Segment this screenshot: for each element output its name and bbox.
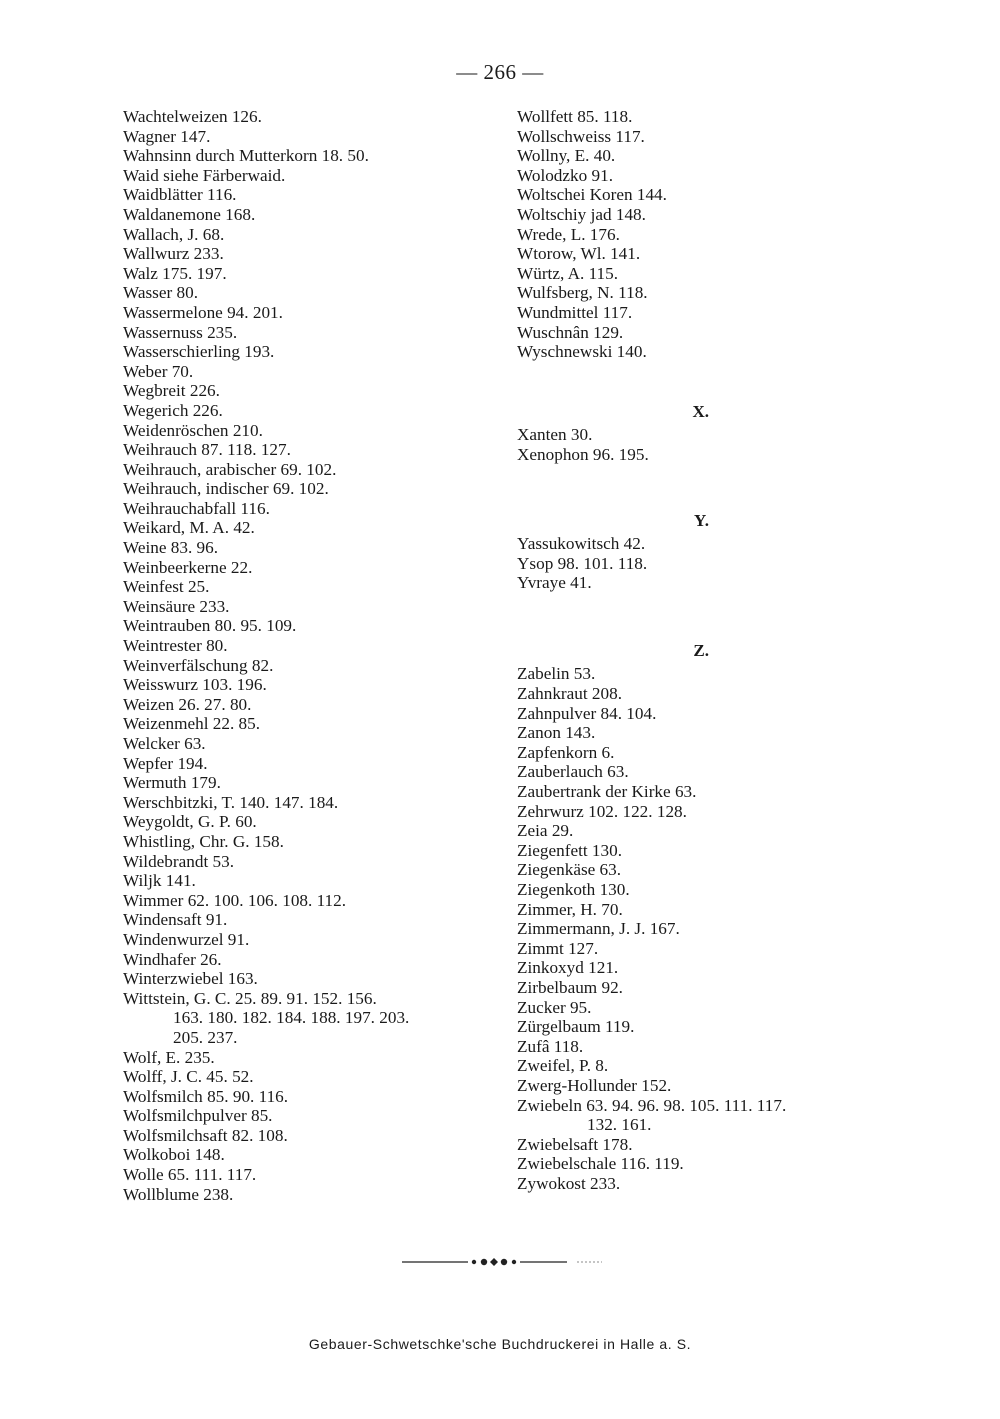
index-entry: Wrede, L. 176. <box>517 224 620 244</box>
index-entry: Xenophon 96. 195. <box>517 444 649 464</box>
page-number: — 266 — <box>456 60 544 84</box>
index-entry: Windensaft 91. <box>123 910 228 930</box>
index-entry: Zauberlauch 63. <box>517 762 629 782</box>
index-entry: Walz 175. 197. <box>123 263 227 283</box>
index-entries-wo <box>123 1048 503 1205</box>
index-entry: Zywokost 233. <box>517 1173 621 1193</box>
index-entry: Weihrauch, arabischer 69. 102. <box>123 459 337 479</box>
index-entry: Zinkoxyd 121. <box>517 958 619 978</box>
index-entry: Weihrauch, indischer 69. 102. <box>123 479 329 499</box>
printer-imprint: Gebauer-Schwetschke'sche Buchdruckerei in Halle a. S. <box>308 1336 692 1352</box>
index-entry: Xanten 30. <box>517 425 593 445</box>
index-entry: Winterzwiebel 163. <box>123 969 258 989</box>
index-entry: Windhafer 26. <box>123 949 222 969</box>
index-entry: Waldanemone 168. <box>123 204 256 224</box>
index-entry: Weygoldt, G. P. 60. <box>123 812 257 832</box>
index-entry: Zimmt 127. <box>517 938 599 958</box>
index-column-right <box>517 107 897 1194</box>
index-entry: Weinfest 25. <box>123 577 210 597</box>
index-entry-continuation <box>123 1008 503 1047</box>
index-entry: Wittstein, G. C. 25. 89. 91. 152. 156. <box>123 988 377 1008</box>
index-entry: Wassernuss 235. <box>123 322 238 342</box>
index-entries-y <box>517 534 897 593</box>
index-entry: Wimmer 62. 100. 106. 108. 112. <box>123 890 347 910</box>
index-entry: Weisswurz 103. 196. <box>123 675 267 695</box>
index-entry: Wulfsberg, N. 118. <box>517 283 648 303</box>
index-entry: Weber 70. <box>123 361 194 381</box>
index-entry: Wolf, E. 235. <box>123 1047 215 1067</box>
index-entry: Ysop 98. 101. 118. <box>517 553 648 573</box>
index-entry: Zahnpulver 84. 104. <box>517 703 657 723</box>
index-entry: Zufâ 118. <box>517 1036 584 1056</box>
index-entry: Woltschei Koren 144. <box>517 185 667 205</box>
index-entry: Wasserschierling 193. <box>123 342 275 362</box>
index-entry: 205. 237. <box>173 1027 238 1047</box>
index-entry: Woltschiy jad 148. <box>517 204 646 224</box>
index-entry: Windenwurzel 91. <box>123 929 250 949</box>
index-entry: Zwerg-Hollunder 152. <box>517 1075 672 1095</box>
index-entry: Wallwurz 233. <box>123 244 224 264</box>
index-entry: Wollblume 238. <box>123 1184 234 1204</box>
index-entry: Zehrwurz 102. 122. 128. <box>517 801 687 821</box>
index-entry: Welcker 63. <box>123 734 206 753</box>
index-entry: Wolle 65. 111. 117. <box>123 1165 257 1185</box>
index-entry: Waidblätter 116. <box>123 185 237 205</box>
index-entry: Wachtelweizen 126. <box>123 107 262 126</box>
index-entry: Weinverfälschung 82. <box>123 655 274 675</box>
index-entry: Wiljk 141. <box>123 871 196 891</box>
index-entry: Ziegenkoth 130. <box>517 880 630 899</box>
index-entry: Weinsäure 233. <box>123 596 230 616</box>
index-entry: Zeia 29. <box>517 821 574 841</box>
index-entry: Zanon 143. <box>517 723 596 743</box>
index-entry: Wolkoboi 148. <box>123 1145 225 1165</box>
index-entry: Zürgelbaum 119. <box>517 1017 635 1037</box>
index-entry: Whistling, Chr. G. 158. <box>123 831 284 851</box>
ornament-divider-icon <box>402 1255 602 1269</box>
index-entries-w <box>123 107 503 1008</box>
index-entry: Wolfsmilchpulver 85. <box>123 1106 273 1126</box>
index-entry: Zwiebelsaft 178. <box>517 1134 633 1154</box>
index-entry: Zabelin 53. <box>517 664 596 684</box>
index-entry: Wolfsmilch 85. 90. 116. <box>123 1086 289 1106</box>
index-entry: Wuschnân 129. <box>517 322 624 342</box>
index-entry: Wollny, E. 40. <box>517 146 616 166</box>
index-entry: Wepfer 194. <box>123 753 208 773</box>
index-entry: Zwiebelschale 116. 119. <box>517 1154 684 1174</box>
index-entry: Zimmer, H. 70. <box>517 899 623 919</box>
index-entry: Würtz, A. 115. <box>517 263 619 283</box>
index-entry: Zwiebeln 63. 94. 96. 98. 105. 111. 117. <box>517 1095 787 1115</box>
index-entry: Wegbreit 226. <box>123 381 220 401</box>
index-entry: Yvraye 41. <box>517 573 592 593</box>
index-entry: Weintrester 80. <box>123 636 228 656</box>
index-entry: Weidenröschen 210. <box>123 420 263 440</box>
index-entry: Weine 83. 96. <box>123 538 219 558</box>
index-entry: Werschbitzki, T. 140. 147. 184. <box>123 792 339 812</box>
index-entry: 163. 180. 182. 184. 188. 197. 203. <box>173 1008 410 1028</box>
index-entry: Wollschweiss 117. <box>517 126 645 146</box>
index-entry: Wegerich 226. <box>123 400 223 420</box>
index-entry: Zahnkraut 208. <box>517 684 623 704</box>
index-entry: Wasser 80. <box>123 283 198 303</box>
index-entry: Ziegenfett 130. <box>517 840 622 860</box>
index-entry: Zaubertrank der Kirke 63. <box>517 782 697 802</box>
index-entries-x <box>517 425 897 464</box>
index-entry: Wolfsmilchsaft 82. 108. <box>123 1125 288 1145</box>
index-entry: Wolff, J. C. 45. 52. <box>123 1067 254 1087</box>
index-entry: Zweifel, P. 8. <box>517 1056 609 1076</box>
index-entry: Wildebrandt 53. <box>123 851 234 871</box>
index-entry: Weihrauchabfall 116. <box>123 498 270 518</box>
index-entry: Wermuth 179. <box>123 773 221 793</box>
index-entries-z-tail <box>517 1135 897 1194</box>
index-column-left <box>123 107 503 1204</box>
index-entry: Weinbeerkerne 22. <box>123 557 253 577</box>
index-entry: Zimmermann, J. J. 167. <box>517 919 680 939</box>
index-entry: Wagner 147. <box>123 126 211 146</box>
index-entry: Zucker 95. <box>517 997 592 1017</box>
index-entries-z <box>517 664 897 1115</box>
index-entries-w-continued <box>517 107 897 362</box>
index-entry: Wallach, J. 68. <box>123 224 225 244</box>
section-letter-x: X. <box>692 401 709 421</box>
index-entry: Wolodzko 91. <box>517 165 613 185</box>
index-entry: Weihrauch 87. 118. 127. <box>123 440 291 460</box>
index-entry: Wtorow, Wl. 141. <box>517 244 641 264</box>
index-entry-continuation: 132. 161. <box>587 1115 652 1135</box>
index-entry: Weintrauben 80. 95. 109. <box>123 616 297 636</box>
index-entry: Weikard, M. A. 42. <box>123 518 255 538</box>
index-entry: Zirbelbaum 92. <box>517 977 623 997</box>
section-letter-y: Y. <box>694 510 709 530</box>
index-entry: Weizenmehl 22. 85. <box>123 714 261 734</box>
index-entry: Zapfenkorn 6. <box>517 742 615 762</box>
index-entry: Ziegenkäse 63. <box>517 860 622 880</box>
index-entry: Wollfett 85. 118. <box>517 107 633 126</box>
index-entry: Wundmittel 117. <box>517 302 633 322</box>
index-entry: Yassukowitsch 42. <box>517 534 646 554</box>
index-entry: Weizen 26. 27. 80. <box>123 694 252 714</box>
index-entry: Wassermelone 94. 201. <box>123 302 283 322</box>
index-entry: Wahnsinn durch Mutterkorn 18. 50. <box>123 146 369 166</box>
section-letter-z: Z. <box>693 640 709 660</box>
index-entry: Wyschnewski 140. <box>517 342 647 362</box>
index-entry: Waid siehe Färberwaid. <box>123 165 286 185</box>
